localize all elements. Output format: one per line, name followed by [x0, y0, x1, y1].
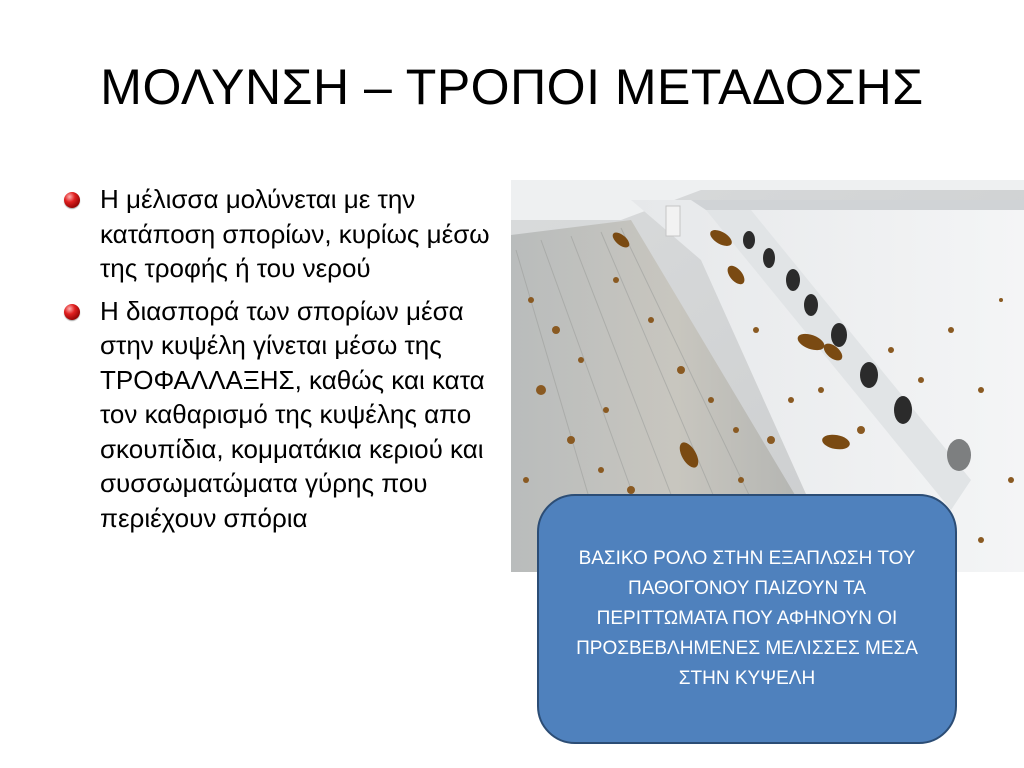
callout-box: [537, 494, 957, 744]
bullet-item: [62, 182, 502, 286]
bullet-item: [62, 294, 502, 536]
bullet-text: Η μέλισσα μολύνεται με την κατάποση σπορίων, κυρίως μέσω της τροφής ή του νερού: [100, 184, 490, 283]
bullet-text: Η διασπορά των σπορίων μέσα στην κυψέλη γίνεται μέσω της ΤΡΟΦΑΛΛΑΞΗΣ, καθώς και κατα τον καθαρισμό της κυψέλης απο σκουπίδια, κομματάκια κεριού και συσσωματώματα γύρης που περιέχουν σπόρια: [100, 295, 485, 533]
bullet-list: [62, 182, 502, 543]
bullet-dot-icon: [64, 304, 80, 320]
bullet-dot-icon: [64, 192, 80, 208]
slide-title: ΜΟΛΥΝΣΗ – ΤΡΟΠΟΙ ΜΕΤΑΔΟΣΗΣ: [100, 59, 924, 115]
callout-text: ΒΑΣΙΚΟ ΡΟΛΟ ΣΤΗΝ ΕΞΑΠΛΩΣΗ ΤΟΥ ΠΑΘΟΓΟΝΟΥ ΠΑΙΖΟΥΝ ΤΑ ΠΕΡΙΤΤΩΜΑΤΑ ΠΟΥ ΑΦΗΝΟΥΝ ΟΙ ΠΡΟΣΒΕΒΛΗΜΕΝΕΣ ΜΕΛΙΣΣΕΣ ΜΕΣΑ ΣΤΗΝ ΚΥΨΕΛΗ: [576, 548, 918, 689]
